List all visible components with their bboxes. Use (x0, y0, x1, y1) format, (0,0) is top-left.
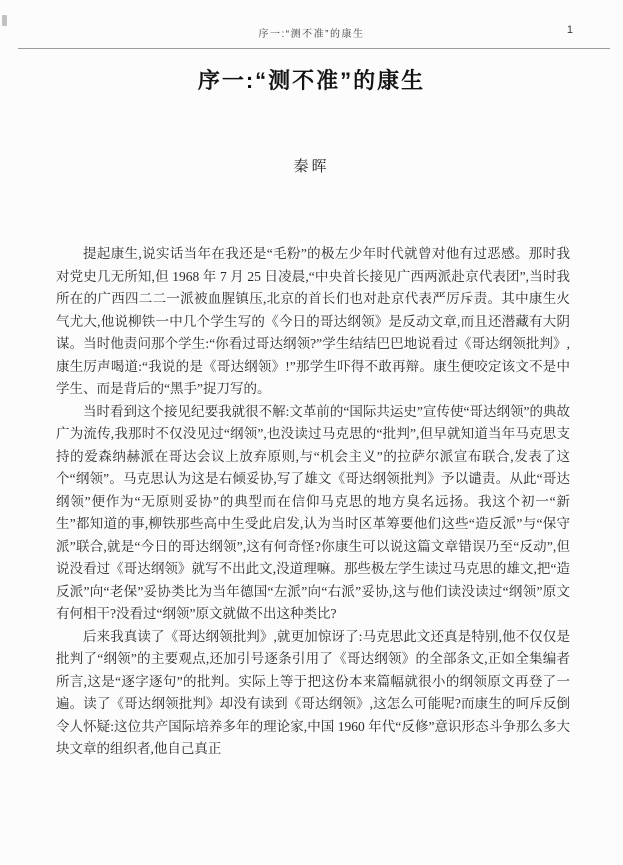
paragraph-3: 后来我真读了《哥达纲领批判》,就更加惊讶了:马克思此文还真是特别,他不仅仅是批判了“纲领”的主要观点,还加引号逐条引用了《哥达纲领》的全部条文,正如全集编者所言,这是“逐字逐句”的批判。实际上等于把这份本来篇幅就很小的纲领原文再登了一遍。读了《哥达纲领批判》却没有读到《哥达纲领》,这怎么可能呢?而康生的呵斥反倒令人怀疑:这位共产国际培养多年的理论家,中国 1960 年代“反修”意识形态斗争那么多大块文章的组织者,他自己真正 (56, 628, 570, 756)
author-name: 秦晖 (293, 159, 330, 175)
body-text (56, 243, 570, 761)
running-header-title: 序一:“测不准”的康生 (258, 29, 365, 40)
chapter-title: 序一:“测不准”的康生 (197, 68, 426, 93)
paragraph-1: 提起康生,说实话当年在我还是“毛粉”的极左少年时代就曾对他有过恶感。那时我对党史几无所知,但 1968 年 7 月 25 日凌晨,“中央首长接见广西两派赴京代表团”,当时我所在的广西四二二一派被血腥镇压,北京的首长们也对赴京代表严厉斥责。其中康生火气尤大,他说柳铁一中几个学生写的《今日的哥达纲领》是反动文章,而且还潜藏有大阴谋。当时他责问那个学生:“你看过哥达纲领?”学生结结巴巴地说看过《哥达纲领批判》,康生厉声喝道:“我说的是《哥达纲领》!”那学生吓得不敢再辩。康生便咬定该文不是中学生、而是背后的“黑手”捉刀写的。 (56, 246, 570, 396)
header-rule (18, 48, 610, 49)
page-number: 1 (566, 24, 573, 36)
paragraph-2: 当时看到这个接见纪要我就很不解:文革前的“国际共运史”宣传使“哥达纲领”的典故广为流传,我那时不仅没见过“纲领”,也没读过马克思的“批判”,但早就知道当年马克思支持的爱森纳赫派在哥达会议上放弃原则,与“机会主义”的拉萨尔派宣布联合,发表了这个“纲领”。马克思认为这是右倾妥协,写了雄文《哥达纲领批判》予以谴责。从此“哥达纲领”便作为“无原则妥协”的典型而在信仰马克思的地方臭名远扬。我这个初一“新生”都知道的事,柳铁那些高中生受此启发,认为当时区革筹要他们这些“造反派”与“保守派”联合,就是“今日的哥达纲领”,这有何奇怪?你康生可以说这篇文章错误乃至“反动”,但说没看过《哥达纲领》就写不出此文,没道理嘛。那些极左学生读过马克思的雄文,把“造反派”向“老保”妥协类比为当年德国“左派”向“右派”妥协,这与他们读没读过“纲领”原文有何相干?没看过“纲领”原文就做不出这种类比? (56, 403, 570, 621)
